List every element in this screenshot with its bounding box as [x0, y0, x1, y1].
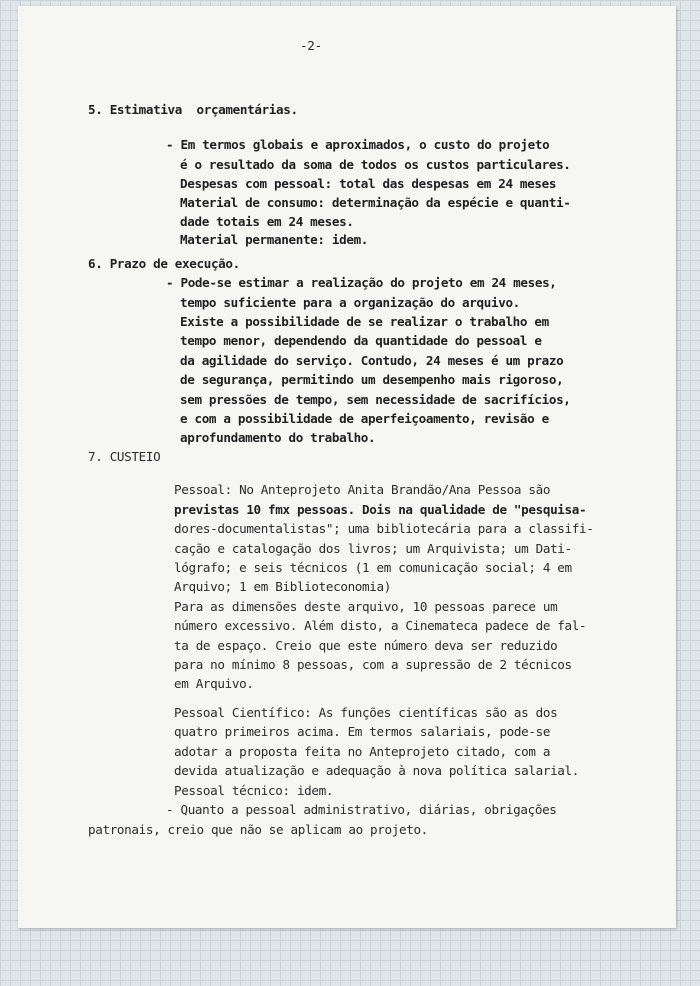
section-7-paragraph-2-line: Pessoal Científico: As funções científicas são as dos	[174, 705, 558, 720]
section-6-line: de segurança, permitindo um desempenho mais rigoroso,	[180, 372, 564, 387]
document-page	[18, 6, 676, 928]
section-7-paragraph-2-line: quatro primeiros acima. Em termos salariais, pode-se	[174, 724, 551, 739]
section-5-heading: 5. Estimativa orçamentárias.	[88, 102, 298, 117]
section-7-paragraph-1-line: Para as dimensões deste arquivo, 10 pessoas parece um	[174, 599, 558, 614]
section-7-paragraph-1-line: lógrafo; e seis técnicos (1 em comunicação social; 4 em	[174, 560, 572, 575]
section-6-line: tempo suficiente para a organização do arquivo.	[180, 295, 520, 310]
section-6-line: aprofundamento do trabalho.	[180, 430, 376, 445]
section-5-line: Material de consumo: determinação da espécie e quanti-	[180, 195, 571, 210]
section-7-paragraph-1-line: ta de espaço. Creio que este número deva ser reduzido	[174, 638, 558, 653]
section-6-line: - Pode-se estimar a realização do projeto em 24 meses,	[166, 275, 557, 290]
section-5-line: é o resultado da soma de todos os custos particulares.	[180, 157, 571, 172]
section-5-line: Material permanente: idem.	[180, 232, 369, 247]
section-7-paragraph-1-line: Pessoal: No Anteprojeto Anita Brandão/Ana Pessoa são	[174, 482, 551, 497]
section-7-paragraph-1-line: previstas 10 fmx pessoas. Dois na qualidade de "pesquisa-	[174, 502, 587, 517]
section-6-heading: 6. Prazo de execução.	[88, 256, 240, 271]
section-6-line: tempo menor, dependendo da quantidade do pessoal e	[180, 333, 542, 348]
section-7-heading: 7. CUSTEIO	[88, 449, 161, 464]
section-7-paragraph-2-line: devida atualização e adequação à nova política salarial.	[174, 763, 579, 778]
section-6-line: da agilidade do serviço. Contudo, 24 meses é um prazo	[180, 353, 564, 368]
section-7-paragraph-1-line: Arquivo; 1 em Biblioteconomia)	[174, 579, 391, 594]
section-7-paragraph-1-line: em Arquivo.	[174, 676, 254, 691]
section-7-paragraph-1-line: dores-documentalistas"; uma bibliotecária para a classifi-	[174, 521, 594, 536]
page-number: -2-	[300, 38, 322, 53]
section-7-paragraph-2-line: - Quanto a pessoal administrativo, diárias, obrigações	[166, 802, 557, 817]
section-7-paragraph-1-line: cação e catalogação dos livros; um Arquivista; um Dati-	[174, 541, 572, 556]
section-7-paragraph-1-line: para no mínimo 8 pessoas, com a supressão de 2 técnicos	[174, 657, 572, 672]
section-7-paragraph-1-line: número excessivo. Além disto, a Cinemateca padece de fal-	[174, 618, 587, 633]
section-5-line: - Em termos globais e aproximados, o custo do projeto	[166, 137, 550, 152]
section-6-line: e com a possibilidade de aperfeiçoamento, revisão e	[180, 411, 549, 426]
section-7-paragraph-2-line: patronais, creio que não se aplicam ao projeto.	[88, 822, 428, 837]
section-7-paragraph-2-line: Pessoal técnico: idem.	[174, 783, 334, 798]
section-5-line: dade totais em 24 meses.	[180, 214, 354, 229]
section-7-paragraph-2-line: adotar a proposta feita no Anteprojeto citado, com a	[174, 744, 551, 759]
section-6-line: Existe a possibilidade de se realizar o trabalho em	[180, 314, 549, 329]
section-6-line: sem pressões de tempo, sem necessidade de sacrifícios,	[180, 392, 571, 407]
section-5-line: Despesas com pessoal: total das despesas em 24 meses	[180, 176, 557, 191]
